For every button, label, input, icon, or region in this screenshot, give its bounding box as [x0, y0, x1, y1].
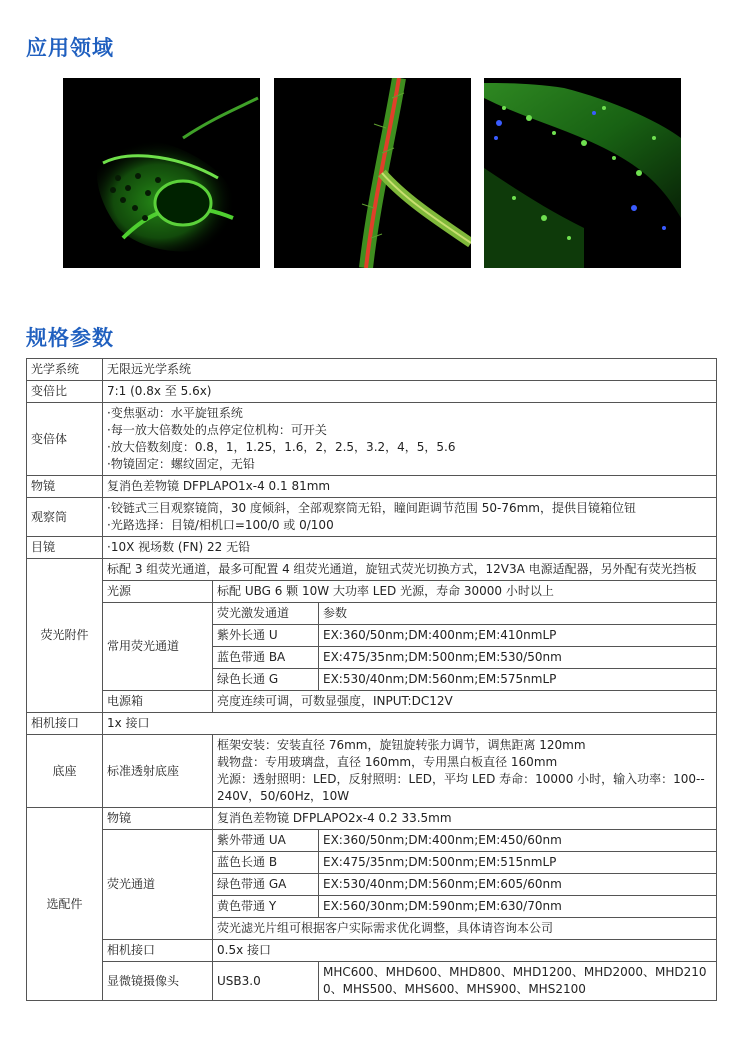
option-objective-label: 物镜	[103, 808, 213, 830]
row-label: 变倍比	[27, 381, 103, 403]
power-box-value: 亮度连续可调，可数显强度，INPUT:DC12V	[213, 691, 717, 713]
spec-section-title: 规格参数	[26, 326, 114, 350]
table-row	[27, 830, 717, 852]
table-row	[27, 476, 717, 498]
fluorescent-stem-red-green-image	[274, 78, 471, 268]
row-value: 复消色差物镜 DFPLAPO1x-4 0.1 81mm	[103, 476, 717, 498]
spec-table	[26, 358, 717, 1001]
table-row	[27, 498, 717, 537]
option-camera-port-value: 0.5x 接口	[213, 940, 717, 962]
row-label: 物镜	[27, 476, 103, 498]
camera-models: MHC600、MHD600、MHD800、MHD1200、MHD2000、MHD2100、MHS500、MHS600、MHS900、MHS2100	[319, 962, 717, 1001]
light-source-value: 标配 UBG 6 颗 10W 大功率 LED 光源，寿命 30000 小时以上	[213, 581, 717, 603]
zoom-body-line: ·每一放大倍数处的点停定位机构：可开关	[107, 423, 327, 437]
table-row	[27, 403, 717, 476]
channel-name: 黄色带通 Y	[213, 896, 319, 918]
base-sub-label: 标准透射底座	[103, 735, 213, 808]
observation-tube-line: ·铰链式三目观察镜筒，30 度倾斜，全部观察筒无铅，瞳间距调节范围 50-76mm，提供目镜箱位钮	[107, 501, 636, 515]
base-line: 框架安装：安装直径 76mm，旋钮旋转张力调节，调焦距离 120mm	[217, 738, 586, 752]
channel-param: EX:475/35nm;DM:500nm;EM:530/50nm	[319, 647, 717, 669]
channel-param: EX:530/40nm;DM:560nm;EM:605/60nm	[319, 874, 717, 896]
row-label: 光学系统	[27, 359, 103, 381]
channel-name: 绿色长通 G	[213, 669, 319, 691]
row-value: 7:1 (0.8x 至 5.6x)	[103, 381, 717, 403]
row-label: 相机接口	[27, 713, 103, 735]
channels-note: 荧光滤光片组可根据客户实际需求优化调整，具体请咨询本公司	[213, 918, 717, 940]
fluorescent-cells-green-blue-image	[484, 78, 681, 268]
fluorescent-tissue-green-image	[63, 78, 260, 268]
base-line: 载物盘：专用玻璃盘，直径 160mm，专用黑白板直径 160mm	[217, 755, 558, 769]
channel-name: 紫外长通 U	[213, 625, 319, 647]
row-value: 1x 接口	[103, 713, 717, 735]
channel-param: EX:360/50nm;DM:400nm;EM:410nmLP	[319, 625, 717, 647]
table-row	[27, 381, 717, 403]
channel-param: EX:475/35nm;DM:500nm;EM:515nmLP	[319, 852, 717, 874]
base-line: 光源：透射照明：LED，反射照明：LED，平均 LED 寿命：10000 小时，输入功率：100--240V，50/60Hz，10W	[217, 772, 705, 803]
table-row	[27, 713, 717, 735]
row-label: 目镜	[27, 537, 103, 559]
option-camera-port-label: 相机接口	[103, 940, 213, 962]
power-box-label: 电源箱	[103, 691, 213, 713]
channel-param: EX:360/50nm;DM:400nm;EM:450/60nm	[319, 830, 717, 852]
row-value	[103, 403, 717, 476]
channel-header-param: 参数	[319, 603, 717, 625]
camera-label: 显微镜摄像头	[103, 962, 213, 1001]
table-row	[27, 691, 717, 713]
table-row	[27, 559, 717, 581]
channel-name: 蓝色长通 B	[213, 852, 319, 874]
observation-tube-line: ·光路选择：目镜/相机口=100/0 或 0/100	[107, 518, 334, 532]
row-label: 变倍体	[27, 403, 103, 476]
applications-section-title: 应用领域	[26, 36, 114, 60]
option-channels-label: 荧光通道	[103, 830, 213, 940]
zoom-body-line: ·变焦驱动：水平旋钮系统	[107, 406, 243, 420]
light-source-label: 光源	[103, 581, 213, 603]
row-value: 无限远光学系统	[103, 359, 717, 381]
options-label: 选配件	[27, 808, 103, 1001]
fluorescence-summary: 标配 3 组荧光通道，最多可配置 4 组荧光通道，旋钮式荧光切换方式，12V3A 电源适配器，另外配有荧光挡板	[103, 559, 717, 581]
table-row	[27, 603, 717, 625]
table-row	[27, 962, 717, 1001]
option-objective-value: 复消色差物镜 DFPLAPO2x-4 0.2 33.5mm	[213, 808, 717, 830]
channel-header-name: 荧光激发通道	[213, 603, 319, 625]
channel-param: EX:530/40nm;DM:560nm;EM:575nmLP	[319, 669, 717, 691]
camera-interface: USB3.0	[213, 962, 319, 1001]
row-value	[103, 498, 717, 537]
row-value: ·10X 视场数 (FN) 22 无铅	[103, 537, 717, 559]
channel-name: 绿色带通 GA	[213, 874, 319, 896]
fluorescence-label: 荧光附件	[27, 559, 103, 713]
base-value	[213, 735, 717, 808]
base-label: 底座	[27, 735, 103, 808]
table-row	[27, 735, 717, 808]
table-row	[27, 581, 717, 603]
row-label: 观察筒	[27, 498, 103, 537]
table-row	[27, 359, 717, 381]
channel-param: EX:560/30nm;DM:590nm;EM:630/70nm	[319, 896, 717, 918]
zoom-body-line: ·物镜固定：螺纹固定，无铅	[107, 457, 255, 471]
table-row	[27, 940, 717, 962]
channel-name: 蓝色带通 BA	[213, 647, 319, 669]
channels-label: 常用荧光通道	[103, 603, 213, 691]
table-row	[27, 808, 717, 830]
channel-name: 紫外带通 UA	[213, 830, 319, 852]
zoom-body-line: ·放大倍数刻度：0.8，1，1.25，1.6，2，2.5，3.2，4，5，5.6	[107, 440, 456, 454]
table-row	[27, 537, 717, 559]
